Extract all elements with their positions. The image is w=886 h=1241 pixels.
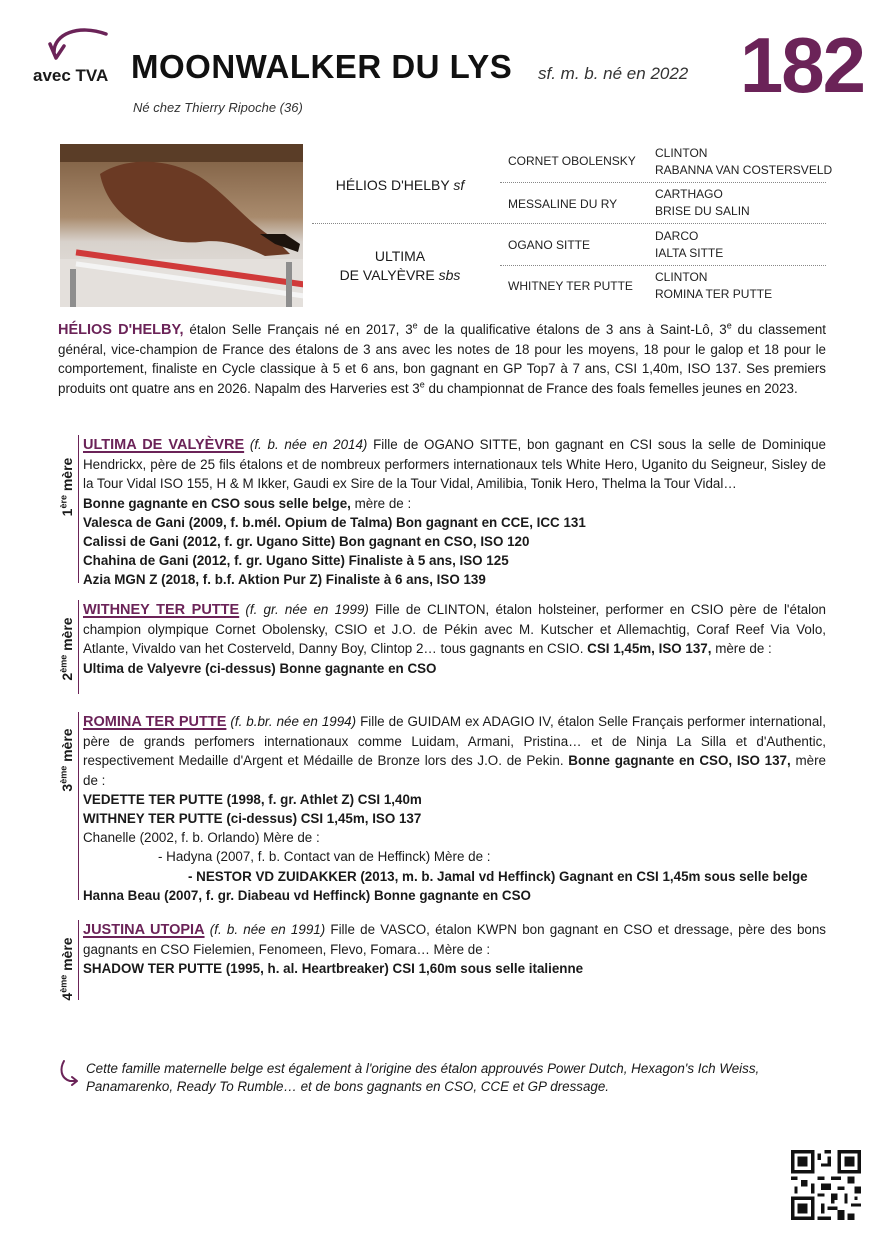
produce-item: Chanelle (2002, f. b. Orlando) Mère de : xyxy=(83,830,320,846)
sire-description: HÉLIOS D'HELBY, étalon Selle Français né en 2017, 3e de la qualificative étalons de 3 ans à Saint-Lô, 3e du classement général, vice-champion de France des étalons de 3 ans avec les notes de 18 pour les moyens, 18 pour le galop et 18 pour le comportement, finaliste en Cycle classique à 5 et 6 ans, bon gagnant en GP Top7 à 7 ans, CSI 1,40m, ISO 137. Ses premiers produits ont quatre ans en 2026. Napalm des Harveries est 3e du championnat de France des foals femelles jeunes en 2023. xyxy=(58,320,826,396)
qr-code-icon[interactable] xyxy=(791,1150,861,1220)
produce-item: SHADOW TER PUTTE (1995, h. al. Heartbreaker) CSI 1,60m sous selle italienne xyxy=(83,961,584,977)
hook-arrow-icon xyxy=(58,1058,80,1086)
pedigree-grandparent: WHITNEY TER PUTTE xyxy=(508,279,633,293)
produce-item: Valesca de Gani (2009, f. b.mél. Opium de Talma) Bon gagnant en CCE, ICC 131 xyxy=(83,514,586,530)
produce-item: Chahina de Gani (2012, f. gr. Ugano Sitte) Finaliste à 5 ans, ISO 125 xyxy=(83,553,509,569)
mere-label-1: 1ère mère xyxy=(58,457,75,517)
breeder-line: Né chez Thierry Ripoche (36) xyxy=(133,100,303,115)
lot-number: 182 xyxy=(739,21,864,109)
mere-label-4: 4ème mère xyxy=(58,937,75,1001)
mere-section-4: JUSTINA UTOPIA (f. b. née en 1991) Fille de VASCO, étalon KWPN bon gagnant en CSO et dressage, père des bons gagnants en CSO Fielemien, Fenomeen, Flevo, Fomara… Mère de : SHADOW TER PUTTE (1995, h. al. Heartbreaker) CSI 1,60m sous selle italienne xyxy=(83,920,826,979)
footnote: Cette famille maternelle belge est également à l'origine des étalon approuvés Power Dutch, Hexagon's Ich Weiss, Panamarenko, Ready To Rumble… et de bons gagnants en CSO, CCE et GP dressage. xyxy=(86,1061,760,1094)
pedigree-great-grandparents: DARCO IALTA SITTE xyxy=(655,229,724,260)
mere-divider xyxy=(78,600,79,694)
mere-section-3: ROMINA TER PUTTE (f. b.br. née en 1994) Fille de GUIDAM ex ADAGIO IV, étalon Selle Français performer international, père de grands perfomers internationaux comme Luidam, Armani, Pristina… et de Ninja La Silla et d'Authentic, respectivement Medaille d'Argent et Médaille de Bronze lors des J.O. de Pekin. Bonne gagnante en CSO, ISO 137, mère de : VEDETTE TER PUTTE (1998, f. gr. Athlet Z) CSI 1,40m WITHNEY TER PUTTE (ci-dessus) CSI 1,45m, ISO 137 Chanelle (2002, f. b. Orlando) Mère de : - Hadyna (2007, f. b. Contact van de Heffinck) Mère de : - NESTOR VD ZUIDAKKER (2013, m. b. Jamal vd Heffinck) Gagnant en CSI 1,45m sous selle belge Hanna Beau (2007, f. gr. Diabeau vd Heffinck) Bonne gagnante en CSO xyxy=(83,712,826,905)
mere-label-3: 3ème mère xyxy=(58,728,75,792)
pedigree-great-grandparents: CARTHAGO BRISE DU SALIN xyxy=(655,187,750,218)
produce-item: VEDETTE TER PUTTE (1998, f. gr. Athlet Z) CSI 1,40m xyxy=(83,791,422,807)
horse-name: MOONWALKER DU LYS xyxy=(131,48,513,85)
produce-item: Hanna Beau (2007, f. gr. Diabeau vd Heffinck) Bonne gagnante en CSO xyxy=(83,887,531,903)
produce-item: - Hadyna (2007, f. b. Contact van de Heffinck) Mère de : xyxy=(158,849,491,865)
pedigree-sire: HÉLIOS D'HELBY sf xyxy=(335,177,465,193)
pedigree-divider xyxy=(500,182,826,183)
produce-item: Ultima de Valyevre (ci-dessus) Bonne gagnante en CSO xyxy=(83,660,437,676)
tva-label: avec TVA xyxy=(33,66,109,85)
produce-item: Calissi de Gani (2012, f. gr. Ugano Sitte) Bon gagnant en CSO, ISO 120 xyxy=(83,534,530,550)
mere-divider xyxy=(78,435,79,583)
pedigree-grandparent: MESSALINE DU RY xyxy=(508,197,618,211)
mere-label-2: 2ème mère xyxy=(58,617,75,681)
pedigree-great-grandparents: CLINTON ROMINA TER PUTTE xyxy=(655,270,773,301)
mere-section-1: ULTIMA DE VALYÈVRE (f. b. née en 2014) Fille de OGANO SITTE, bon gagnant en CSI sous la selle de Dominique Hendrickx, père de 25 fils étalons et de nombreux performers internationaux tels White Hero, Uganito du Seigneur, Sisley de la Tour Vidal ISO 155, H & M Ikker, Gaudi ex Sire de la Tour Vidal, Amilibia, Tonik Hero, Thelma la Tour Vidal… Bonne gagnante en CSO sous selle belge, mère de : Valesca de Gani (2009, f. b.mél. Opium de Talma) Bon gagnant en CCE, ICC 131 Calissi de Gani (2012, f. gr. Ugano Sitte) Bon gagnant en CSO, ISO 120 Chahina de Gani (2012, f. gr. Ugano Sitte) Finaliste à 5 ans, ISO 125 Azia MGN Z (2018, f. b.f. Aktion Pur Z) Finaliste à 6 ans, ISO 139 xyxy=(83,435,826,590)
pedigree-divider xyxy=(312,223,826,224)
curved-arrow-icon xyxy=(48,22,110,66)
produce-item: - NESTOR VD ZUIDAKKER (2013, m. b. Jamal vd Heffinck) Gagnant en CSI 1,45m sous selle belge xyxy=(188,868,808,884)
pedigree-grandparent: CORNET OBOLENSKY xyxy=(508,154,636,168)
mere-divider xyxy=(78,712,79,900)
pedigree-dam: ULTIMA DE VALYÈVRE sbs xyxy=(339,248,461,283)
produce-item: Azia MGN Z (2018, f. b.f. Aktion Pur Z) Finaliste à 6 ans, ISO 139 xyxy=(83,572,486,588)
pedigree-divider xyxy=(500,265,826,266)
horse-description: sf. m. b. né en 2022 xyxy=(538,64,689,83)
pedigree-great-grandparents: CLINTON RABANNA VAN COSTERSVELD xyxy=(655,146,833,177)
mere-divider xyxy=(78,920,79,1000)
mere-section-2: WITHNEY TER PUTTE (f. gr. née en 1999) Fille de CLINTON, étalon holsteiner, performer en CSIO père de l'étalon champion olympique Cornet Obolensky, CSIO et J.O. de Pékin avec M. Kutscher et Allemachtig, Coraf Reef Via Volo, Atlante, Vivaldo van het Costerveld, Danny Boy, Clintop 2… tous gagnants en CSIO. CSI 1,45m, ISO 137, mère de : Ultima de Valyevre (ci-dessus) Bonne gagnante en CSO xyxy=(83,600,826,678)
pedigree-grandparent: OGANO SITTE xyxy=(508,238,591,252)
produce-item: WITHNEY TER PUTTE (ci-dessus) CSI 1,45m, ISO 137 xyxy=(83,811,422,827)
horse-photo xyxy=(60,144,303,307)
